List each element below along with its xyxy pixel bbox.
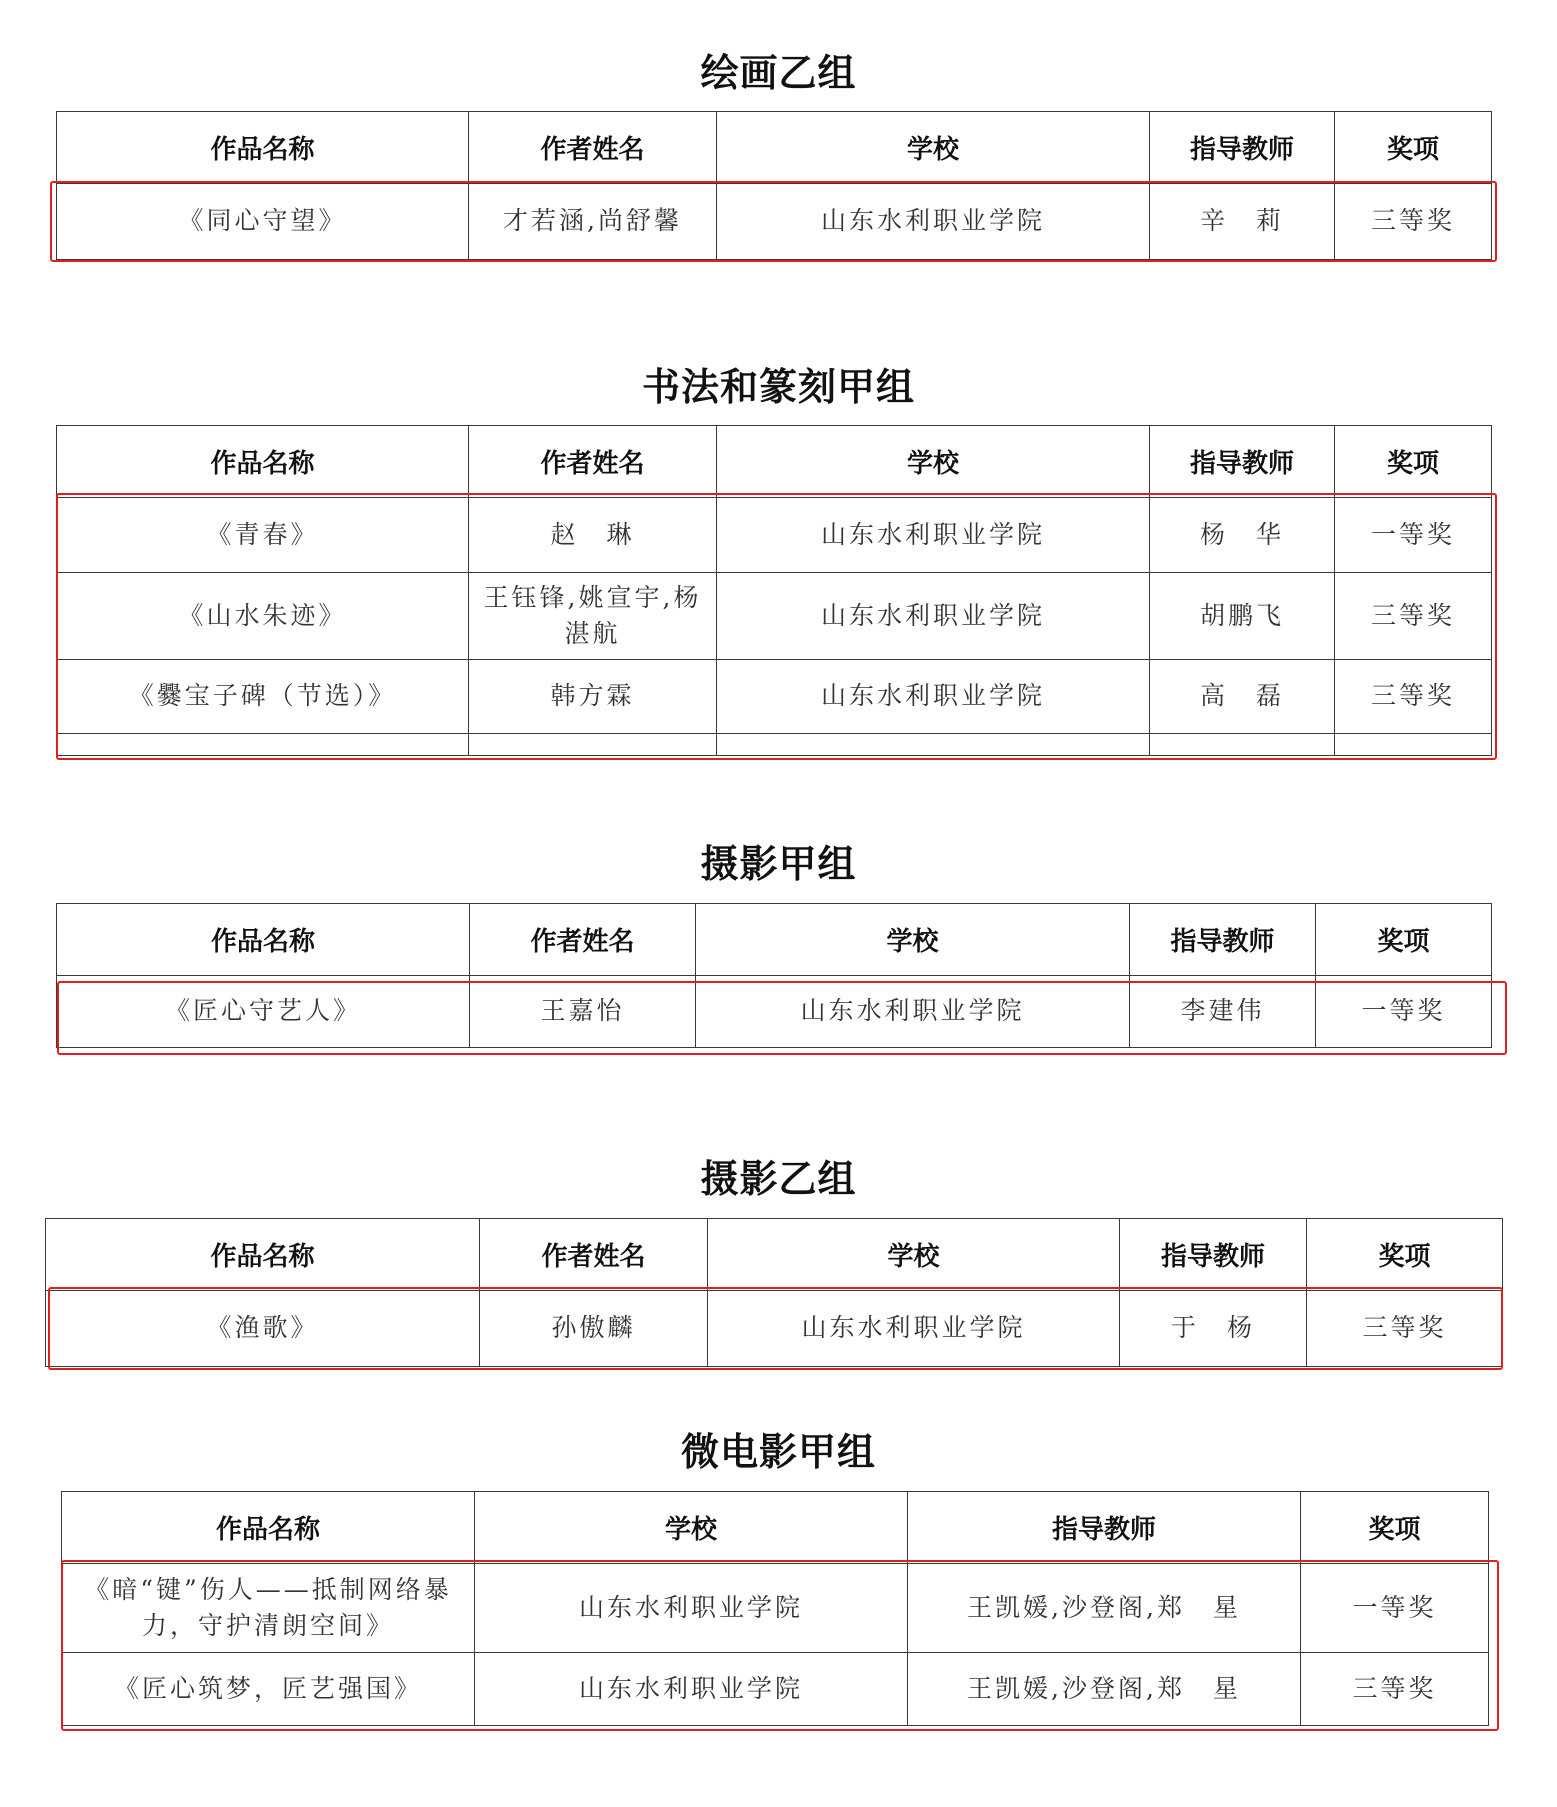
school-cell: 山东水利职业学院 <box>717 184 1150 260</box>
school-cell: 山东水利职业学院 <box>475 1653 908 1726</box>
award-cell: 一等奖 <box>1316 976 1492 1048</box>
header-author: 作者姓名 <box>480 1219 708 1291</box>
award-cell: 一等奖 <box>1301 1564 1489 1653</box>
table-row <box>57 976 1492 1048</box>
header-teacher: 指导教师 <box>1130 904 1316 976</box>
teacher-cell: 李建伟 <box>1130 976 1316 1048</box>
header-school: 学校 <box>475 1492 908 1564</box>
award-table-painting-b <box>56 111 1492 260</box>
header-work: 作品名称 <box>57 426 469 498</box>
table-row <box>57 184 1492 260</box>
section-title-photo-a: 摄影甲组 <box>700 842 857 886</box>
table-row <box>62 1564 1489 1653</box>
header-award: 奖项 <box>1316 904 1492 976</box>
work-cell: 《山水朱迹》 <box>57 573 469 660</box>
section-title-calligraphy-a: 书法和篆刻甲组 <box>641 365 915 409</box>
section-title-microfilm-a: 微电影甲组 <box>680 1430 876 1474</box>
header-award: 奖项 <box>1335 112 1492 184</box>
teacher-cell: 王凯媛,沙登阁,郑 星 <box>908 1653 1301 1726</box>
header-school: 学校 <box>717 426 1150 498</box>
school-cell: 山东水利职业学院 <box>475 1564 908 1653</box>
header-teacher: 指导教师 <box>908 1492 1301 1564</box>
work-cell: 《暗“键”伤人——抵制网络暴力，守护清朗空间》 <box>62 1564 475 1653</box>
header-author: 作者姓名 <box>469 426 717 498</box>
award-cell: 一等奖 <box>1335 498 1492 573</box>
award-cell: 三等奖 <box>1335 184 1492 260</box>
teacher-cell: 高 磊 <box>1150 660 1335 734</box>
header-work: 作品名称 <box>62 1492 475 1564</box>
teacher-cell: 于 杨 <box>1120 1291 1307 1367</box>
table-row <box>46 1291 1503 1367</box>
teacher-cell: 辛 莉 <box>1150 184 1335 260</box>
author-cell: 才若涵,尚舒馨 <box>469 184 717 260</box>
school-cell: 山东水利职业学院 <box>708 1291 1120 1367</box>
work-cell: 《匠心守艺人》 <box>57 976 470 1048</box>
award-cell: 三等奖 <box>1301 1653 1489 1726</box>
author-cell: 王钰锋,姚宣宇,杨湛航 <box>469 573 717 660</box>
table-row <box>57 498 1492 573</box>
header-award: 奖项 <box>1307 1219 1503 1291</box>
work-cell: 《爨宝子碑（节选）》 <box>57 660 469 734</box>
header-award: 奖项 <box>1301 1492 1489 1564</box>
work-cell: 《匠心筑梦，匠艺强国》 <box>62 1653 475 1726</box>
header-school: 学校 <box>708 1219 1120 1291</box>
work-cell: 《渔歌》 <box>46 1291 480 1367</box>
award-table-photo-a <box>56 903 1492 1048</box>
header-teacher: 指导教师 <box>1120 1219 1307 1291</box>
teacher-cell: 王凯媛,沙登阁,郑 星 <box>908 1564 1301 1653</box>
header-work: 作品名称 <box>57 112 469 184</box>
award-table-photo-b <box>45 1218 1503 1367</box>
school-cell: 山东水利职业学院 <box>696 976 1130 1048</box>
award-cell: 三等奖 <box>1335 573 1492 660</box>
school-cell: 山东水利职业学院 <box>717 498 1150 573</box>
header-school: 学校 <box>696 904 1130 976</box>
header-work: 作品名称 <box>46 1219 480 1291</box>
header-author: 作者姓名 <box>470 904 696 976</box>
section-title-photo-b: 摄影乙组 <box>700 1157 857 1201</box>
award-cell: 三等奖 <box>1335 660 1492 734</box>
teacher-cell: 胡鹏飞 <box>1150 573 1335 660</box>
teacher-cell: 杨 华 <box>1150 498 1335 573</box>
header-author: 作者姓名 <box>469 112 717 184</box>
author-cell: 韩方霖 <box>469 660 717 734</box>
table-row-empty <box>57 734 1492 756</box>
table-row <box>57 573 1492 660</box>
award-table-calligraphy-a <box>56 425 1492 756</box>
header-teacher: 指导教师 <box>1150 112 1335 184</box>
work-cell: 《同心守望》 <box>57 184 469 260</box>
header-work: 作品名称 <box>57 904 470 976</box>
header-teacher: 指导教师 <box>1150 426 1335 498</box>
school-cell: 山东水利职业学院 <box>717 660 1150 734</box>
header-school: 学校 <box>717 112 1150 184</box>
award-table-microfilm-a <box>61 1491 1489 1726</box>
award-cell: 三等奖 <box>1307 1291 1503 1367</box>
work-cell: 《青春》 <box>57 498 469 573</box>
school-cell: 山东水利职业学院 <box>717 573 1150 660</box>
header-award: 奖项 <box>1335 426 1492 498</box>
author-cell: 王嘉怡 <box>470 976 696 1048</box>
table-row <box>57 660 1492 734</box>
table-row <box>62 1653 1489 1726</box>
author-cell: 赵 琳 <box>469 498 717 573</box>
section-title-painting-b: 绘画乙组 <box>700 51 857 95</box>
author-cell: 孙傲麟 <box>480 1291 708 1367</box>
